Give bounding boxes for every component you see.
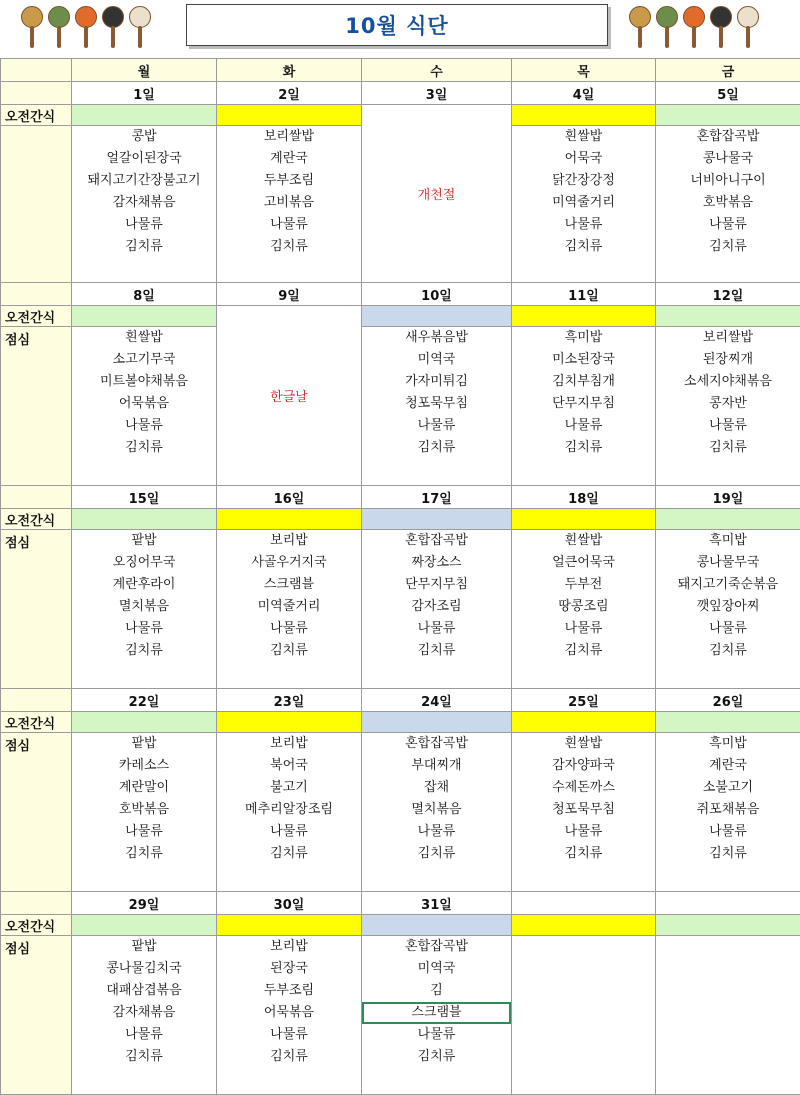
weekday-header-row <box>1 59 800 82</box>
lunch-cell[interactable] <box>72 936 217 1095</box>
weekday-mon: 월 <box>72 59 217 82</box>
menu-item[interactable]: 김치류 <box>217 640 361 662</box>
menu-item[interactable]: 흰쌀밥 <box>72 327 216 349</box>
snack-cell[interactable] <box>217 915 362 936</box>
page-title: 10월 식단 <box>345 10 448 40</box>
spoon-icon <box>736 4 760 50</box>
menu-item[interactable]: 나물류 <box>217 618 361 640</box>
menu-item[interactable]: 돼지고기간장불고기 <box>72 170 216 192</box>
menu-item[interactable]: 감자조림 <box>362 596 511 618</box>
menu-item[interactable]: 나물류 <box>217 1024 361 1046</box>
menu-item[interactable]: 나물류 <box>72 618 216 640</box>
title-box <box>186 4 608 46</box>
date-cell[interactable]: 4일 <box>512 82 656 105</box>
menu-item[interactable]: 김치부침개 <box>512 371 655 393</box>
snack-cell[interactable] <box>656 712 800 733</box>
lunch-cell[interactable] <box>72 327 217 486</box>
holiday-name: 한글날 <box>270 390 308 405</box>
snack-cell[interactable] <box>656 306 800 327</box>
menu-item[interactable]: 김치류 <box>72 1046 216 1068</box>
lunch-cell[interactable] <box>362 733 512 892</box>
menu-item[interactable]: 나물류 <box>512 821 655 843</box>
menu-item[interactable]: 미소된장국 <box>512 349 655 371</box>
menu-item[interactable]: 나물류 <box>72 214 216 236</box>
menu-item[interactable]: 김치류 <box>72 437 216 459</box>
menu-item[interactable]: 닭간장강정 <box>512 170 655 192</box>
menu-item[interactable]: 보리밥 <box>217 733 361 755</box>
date-row-label <box>1 486 72 509</box>
lunch-cell[interactable] <box>656 936 800 1095</box>
date-row <box>1 892 800 915</box>
menu-item[interactable]: 혼합잡곡밥 <box>362 733 511 755</box>
snack-cell[interactable] <box>656 509 800 530</box>
menu-item[interactable]: 수제돈까스 <box>512 777 655 799</box>
lunch-cell[interactable] <box>217 733 362 892</box>
menu-item[interactable]: 보리쌀밥 <box>217 126 361 148</box>
date-row <box>1 486 800 509</box>
lunch-cell[interactable] <box>512 126 656 283</box>
spoon-icon <box>709 4 733 50</box>
lunch-label: 점심 <box>1 733 72 892</box>
snack-label: 오전간식 <box>1 306 72 327</box>
menu-item[interactable]: 미트볼야채볶음 <box>72 371 216 393</box>
date-cell[interactable]: 8일 <box>72 283 217 306</box>
menu-item[interactable]: 팥밥 <box>72 733 216 755</box>
date-row-label <box>1 283 72 306</box>
menu-item[interactable]: 김치류 <box>217 1046 361 1068</box>
menu-item[interactable]: 김치류 <box>656 640 800 662</box>
lunch-cell[interactable] <box>656 126 800 283</box>
snack-label: 오전간식 <box>1 105 72 126</box>
menu-item[interactable]: 얼큰어묵국 <box>512 552 655 574</box>
lunch-row <box>1 327 800 486</box>
menu-item[interactable]: 단무지무침 <box>362 574 511 596</box>
menu-item[interactable]: 깻잎장아찌 <box>656 596 800 618</box>
date-cell[interactable]: 10일 <box>362 283 512 306</box>
menu-item[interactable]: 보리밥 <box>217 936 361 958</box>
menu-item[interactable]: 멸치볶음 <box>362 799 511 821</box>
header <box>0 0 800 58</box>
lunch-cell[interactable] <box>362 936 512 1095</box>
date-cell[interactable]: 2일 <box>217 82 362 105</box>
weekday-fri: 금 <box>656 59 800 82</box>
snack-row <box>1 509 800 530</box>
holiday-cell[interactable] <box>362 105 512 283</box>
lunch-label: 점심 <box>1 936 72 1095</box>
menu-item[interactable]: 감자채볶음 <box>72 1002 216 1024</box>
date-cell[interactable]: 9일 <box>217 283 362 306</box>
menu-item[interactable]: 김치류 <box>72 236 216 258</box>
menu-item[interactable]: 콩나물무국 <box>656 552 800 574</box>
snack-cell[interactable] <box>512 915 656 936</box>
menu-item[interactable]: 나물류 <box>362 1024 511 1046</box>
date-row <box>1 283 800 306</box>
snack-cell[interactable] <box>72 105 217 126</box>
date-cell[interactable]: 5일 <box>656 82 800 105</box>
date-cell[interactable]: 12일 <box>656 283 800 306</box>
lunch-cell[interactable] <box>512 733 656 892</box>
menu-item-selected[interactable]: 스크램블 <box>362 1002 511 1024</box>
menu-item[interactable]: 가자미튀김 <box>362 371 511 393</box>
menu-item[interactable]: 나물류 <box>72 415 216 437</box>
menu-item[interactable]: 새우볶음밥 <box>362 327 511 349</box>
menu-item[interactable]: 스크램블 <box>217 574 361 596</box>
lunch-cell[interactable] <box>512 530 656 689</box>
menu-item[interactable]: 단무지무침 <box>512 393 655 415</box>
menu-item[interactable]: 어묵볶음 <box>72 393 216 415</box>
menu-item[interactable]: 김 <box>362 980 511 1002</box>
lunch-cell[interactable] <box>512 936 656 1095</box>
lunch-label: 점심 <box>1 530 72 689</box>
menu-item[interactable]: 흰쌀밥 <box>512 733 655 755</box>
holiday-name: 개천절 <box>418 188 456 203</box>
date-row-label <box>1 82 72 105</box>
menu-item[interactable]: 김치류 <box>72 640 216 662</box>
date-cell[interactable]: 24일 <box>362 689 512 712</box>
menu-item[interactable]: 콩나물김치국 <box>72 958 216 980</box>
menu-item[interactable]: 두부전 <box>512 574 655 596</box>
menu-item[interactable]: 김치류 <box>217 843 361 865</box>
menu-item[interactable]: 계란국 <box>656 755 800 777</box>
menu-item[interactable]: 콩자반 <box>656 393 800 415</box>
menu-item[interactable]: 나물류 <box>656 618 800 640</box>
date-cell[interactable]: 17일 <box>362 486 512 509</box>
snack-cell[interactable] <box>72 306 217 327</box>
menu-item[interactable]: 대패삼겹볶음 <box>72 980 216 1002</box>
snack-cell[interactable] <box>656 105 800 126</box>
menu-item[interactable]: 나물류 <box>656 214 800 236</box>
snack-cell[interactable] <box>512 712 656 733</box>
snack-label: 오전간식 <box>1 915 72 936</box>
menu-item[interactable]: 호박볶음 <box>72 799 216 821</box>
date-cell[interactable]: 18일 <box>512 486 656 509</box>
menu-item[interactable]: 나물류 <box>512 415 655 437</box>
menu-item[interactable]: 미역국 <box>362 958 511 980</box>
menu-item[interactable]: 감자채볶음 <box>72 192 216 214</box>
spoon-icon <box>628 4 652 50</box>
lunch-cell[interactable] <box>217 126 362 283</box>
snack-row <box>1 915 800 936</box>
menu-item[interactable]: 미역줄거리 <box>512 192 655 214</box>
spice-spoons-right <box>628 4 760 50</box>
menu-item[interactable]: 나물류 <box>512 214 655 236</box>
lunch-cell[interactable] <box>217 936 362 1095</box>
menu-item[interactable]: 혼합잡곡밥 <box>362 936 511 958</box>
menu-item[interactable]: 김치류 <box>656 236 800 258</box>
snack-row <box>1 306 800 327</box>
snack-cell[interactable] <box>72 509 217 530</box>
menu-item[interactable]: 부대찌개 <box>362 755 511 777</box>
menu-item[interactable]: 흑미밥 <box>656 530 800 552</box>
snack-label: 오전간식 <box>1 509 72 530</box>
menu-item[interactable]: 김치류 <box>362 640 511 662</box>
snack-cell[interactable] <box>656 915 800 936</box>
menu-item[interactable]: 흰쌀밥 <box>512 126 655 148</box>
menu-item[interactable]: 카레소스 <box>72 755 216 777</box>
lunch-cell[interactable] <box>512 327 656 486</box>
snack-cell[interactable] <box>362 712 512 733</box>
snack-cell[interactable] <box>362 306 512 327</box>
date-cell[interactable]: 22일 <box>72 689 217 712</box>
spice-spoons-left <box>20 4 152 50</box>
snack-cell[interactable] <box>362 915 512 936</box>
lunch-label <box>1 126 72 283</box>
menu-item[interactable]: 사골우거지국 <box>217 552 361 574</box>
lunch-cell[interactable] <box>217 530 362 689</box>
menu-item[interactable]: 콩밥 <box>72 126 216 148</box>
menu-item[interactable]: 나물류 <box>217 214 361 236</box>
menu-item[interactable]: 멸치볶음 <box>72 596 216 618</box>
menu-item[interactable]: 나물류 <box>362 618 511 640</box>
weekday-wed: 수 <box>362 59 512 82</box>
menu-item[interactable]: 감자양파국 <box>512 755 655 777</box>
menu-item[interactable]: 얼갈이된장국 <box>72 148 216 170</box>
date-cell[interactable]: 26일 <box>656 689 800 712</box>
weekday-thu: 목 <box>512 59 656 82</box>
menu-item[interactable]: 팥밥 <box>72 936 216 958</box>
menu-item[interactable]: 팥밥 <box>72 530 216 552</box>
menu-item[interactable]: 나물류 <box>512 618 655 640</box>
snack-cell[interactable] <box>72 712 217 733</box>
menu-item[interactable]: 보리밥 <box>217 530 361 552</box>
date-cell[interactable]: 15일 <box>72 486 217 509</box>
menu-item[interactable]: 나물류 <box>362 821 511 843</box>
holiday-cell[interactable] <box>217 306 362 486</box>
lunch-cell[interactable] <box>656 530 800 689</box>
date-cell[interactable] <box>512 892 656 915</box>
menu-item[interactable]: 잡채 <box>362 777 511 799</box>
menu-item[interactable]: 짜장소스 <box>362 552 511 574</box>
menu-item[interactable]: 고비볶음 <box>217 192 361 214</box>
snack-cell[interactable] <box>72 915 217 936</box>
menu-item[interactable]: 땅콩조림 <box>512 596 655 618</box>
menu-item[interactable]: 호박볶음 <box>656 192 800 214</box>
menu-item[interactable]: 콩나물국 <box>656 148 800 170</box>
date-row-label <box>1 892 72 915</box>
menu-item[interactable]: 김치류 <box>362 843 511 865</box>
date-row <box>1 689 800 712</box>
lunch-cell[interactable] <box>362 530 512 689</box>
menu-item[interactable]: 계란후라이 <box>72 574 216 596</box>
spoon-icon <box>655 4 679 50</box>
lunch-cell[interactable] <box>362 327 512 486</box>
date-cell[interactable]: 25일 <box>512 689 656 712</box>
menu-item[interactable]: 김치류 <box>656 843 800 865</box>
menu-item[interactable]: 김치류 <box>512 640 655 662</box>
menu-item[interactable]: 나물류 <box>656 821 800 843</box>
lunch-cell[interactable] <box>72 126 217 283</box>
snack-cell[interactable] <box>512 306 656 327</box>
menu-item[interactable]: 흰쌀밥 <box>512 530 655 552</box>
lunch-cell[interactable] <box>72 733 217 892</box>
menu-item[interactable]: 나물류 <box>362 415 511 437</box>
spoon-icon <box>682 4 706 50</box>
menu-item[interactable]: 계란말이 <box>72 777 216 799</box>
menu-item[interactable]: 소세지야채볶음 <box>656 371 800 393</box>
menu-item[interactable]: 청포묵무침 <box>362 393 511 415</box>
date-cell[interactable]: 3일 <box>362 82 512 105</box>
spoon-icon <box>128 4 152 50</box>
snack-row <box>1 105 800 126</box>
menu-item[interactable]: 나물류 <box>72 1024 216 1046</box>
date-cell[interactable]: 11일 <box>512 283 656 306</box>
menu-item[interactable]: 김치류 <box>72 843 216 865</box>
date-cell[interactable]: 1일 <box>72 82 217 105</box>
date-cell[interactable]: 16일 <box>217 486 362 509</box>
menu-item[interactable]: 계란국 <box>217 148 361 170</box>
snack-cell[interactable] <box>362 509 512 530</box>
menu-item[interactable]: 소고기무국 <box>72 349 216 371</box>
lunch-cell[interactable] <box>656 733 800 892</box>
menu-item[interactable]: 김치류 <box>362 1046 511 1068</box>
menu-item[interactable]: 흑미밥 <box>656 733 800 755</box>
menu-item[interactable]: 미역줄거리 <box>217 596 361 618</box>
menu-item[interactable]: 김치류 <box>217 236 361 258</box>
date-cell[interactable]: 31일 <box>362 892 512 915</box>
menu-item[interactable]: 보리쌀밥 <box>656 327 800 349</box>
menu-item[interactable]: 두부조림 <box>217 980 361 1002</box>
date-cell[interactable]: 19일 <box>656 486 800 509</box>
menu-item[interactable]: 메추리알장조림 <box>217 799 361 821</box>
lunch-row <box>1 936 800 1095</box>
lunch-label: 점심 <box>1 327 72 486</box>
menu-item[interactable]: 된장찌개 <box>656 349 800 371</box>
menu-item[interactable]: 어묵볶음 <box>217 1002 361 1024</box>
menu-item[interactable]: 청포묵무침 <box>512 799 655 821</box>
menu-item[interactable]: 김치류 <box>512 843 655 865</box>
menu-item[interactable]: 흑미밥 <box>512 327 655 349</box>
date-row-label <box>1 689 72 712</box>
menu-item[interactable]: 불고기 <box>217 777 361 799</box>
date-cell[interactable]: 29일 <box>72 892 217 915</box>
date-cell[interactable]: 23일 <box>217 689 362 712</box>
menu-item[interactable]: 혼합잡곡밥 <box>656 126 800 148</box>
spoon-icon <box>20 4 44 50</box>
lunch-row <box>1 733 800 892</box>
menu-item[interactable]: 김치류 <box>512 437 655 459</box>
menu-item[interactable]: 김치류 <box>512 236 655 258</box>
snack-cell[interactable] <box>512 105 656 126</box>
date-row <box>1 82 800 105</box>
spoon-icon <box>74 4 98 50</box>
lunch-row <box>1 530 800 689</box>
menu-item[interactable]: 나물류 <box>656 415 800 437</box>
menu-item[interactable]: 김치류 <box>362 437 511 459</box>
menu-item[interactable]: 오징어무국 <box>72 552 216 574</box>
menu-item[interactable]: 혼합잡곡밥 <box>362 530 511 552</box>
menu-item[interactable]: 김치류 <box>656 437 800 459</box>
menu-item[interactable]: 두부조림 <box>217 170 361 192</box>
snack-cell[interactable] <box>217 105 362 126</box>
snack-row <box>1 712 800 733</box>
date-cell[interactable]: 30일 <box>217 892 362 915</box>
menu-table <box>0 58 800 1095</box>
menu-item[interactable]: 어묵국 <box>512 148 655 170</box>
snack-cell[interactable] <box>217 712 362 733</box>
menu-item[interactable]: 너비아니구이 <box>656 170 800 192</box>
weekday-tue: 화 <box>217 59 362 82</box>
snack-cell[interactable] <box>512 509 656 530</box>
snack-cell[interactable] <box>217 509 362 530</box>
lunch-cell[interactable] <box>656 327 800 486</box>
menu-item[interactable]: 쥐포채볶음 <box>656 799 800 821</box>
lunch-cell[interactable] <box>72 530 217 689</box>
menu-item[interactable]: 나물류 <box>72 821 216 843</box>
menu-item[interactable]: 미역국 <box>362 349 511 371</box>
menu-item[interactable]: 된장국 <box>217 958 361 980</box>
menu-item[interactable]: 나물류 <box>217 821 361 843</box>
menu-item[interactable]: 소불고기 <box>656 777 800 799</box>
corner-cell <box>1 59 72 82</box>
menu-item[interactable]: 돼지고기죽순볶음 <box>656 574 800 596</box>
spoon-icon <box>47 4 71 50</box>
menu-item[interactable]: 북어국 <box>217 755 361 777</box>
date-cell[interactable] <box>656 892 800 915</box>
spoon-icon <box>101 4 125 50</box>
snack-label: 오전간식 <box>1 712 72 733</box>
